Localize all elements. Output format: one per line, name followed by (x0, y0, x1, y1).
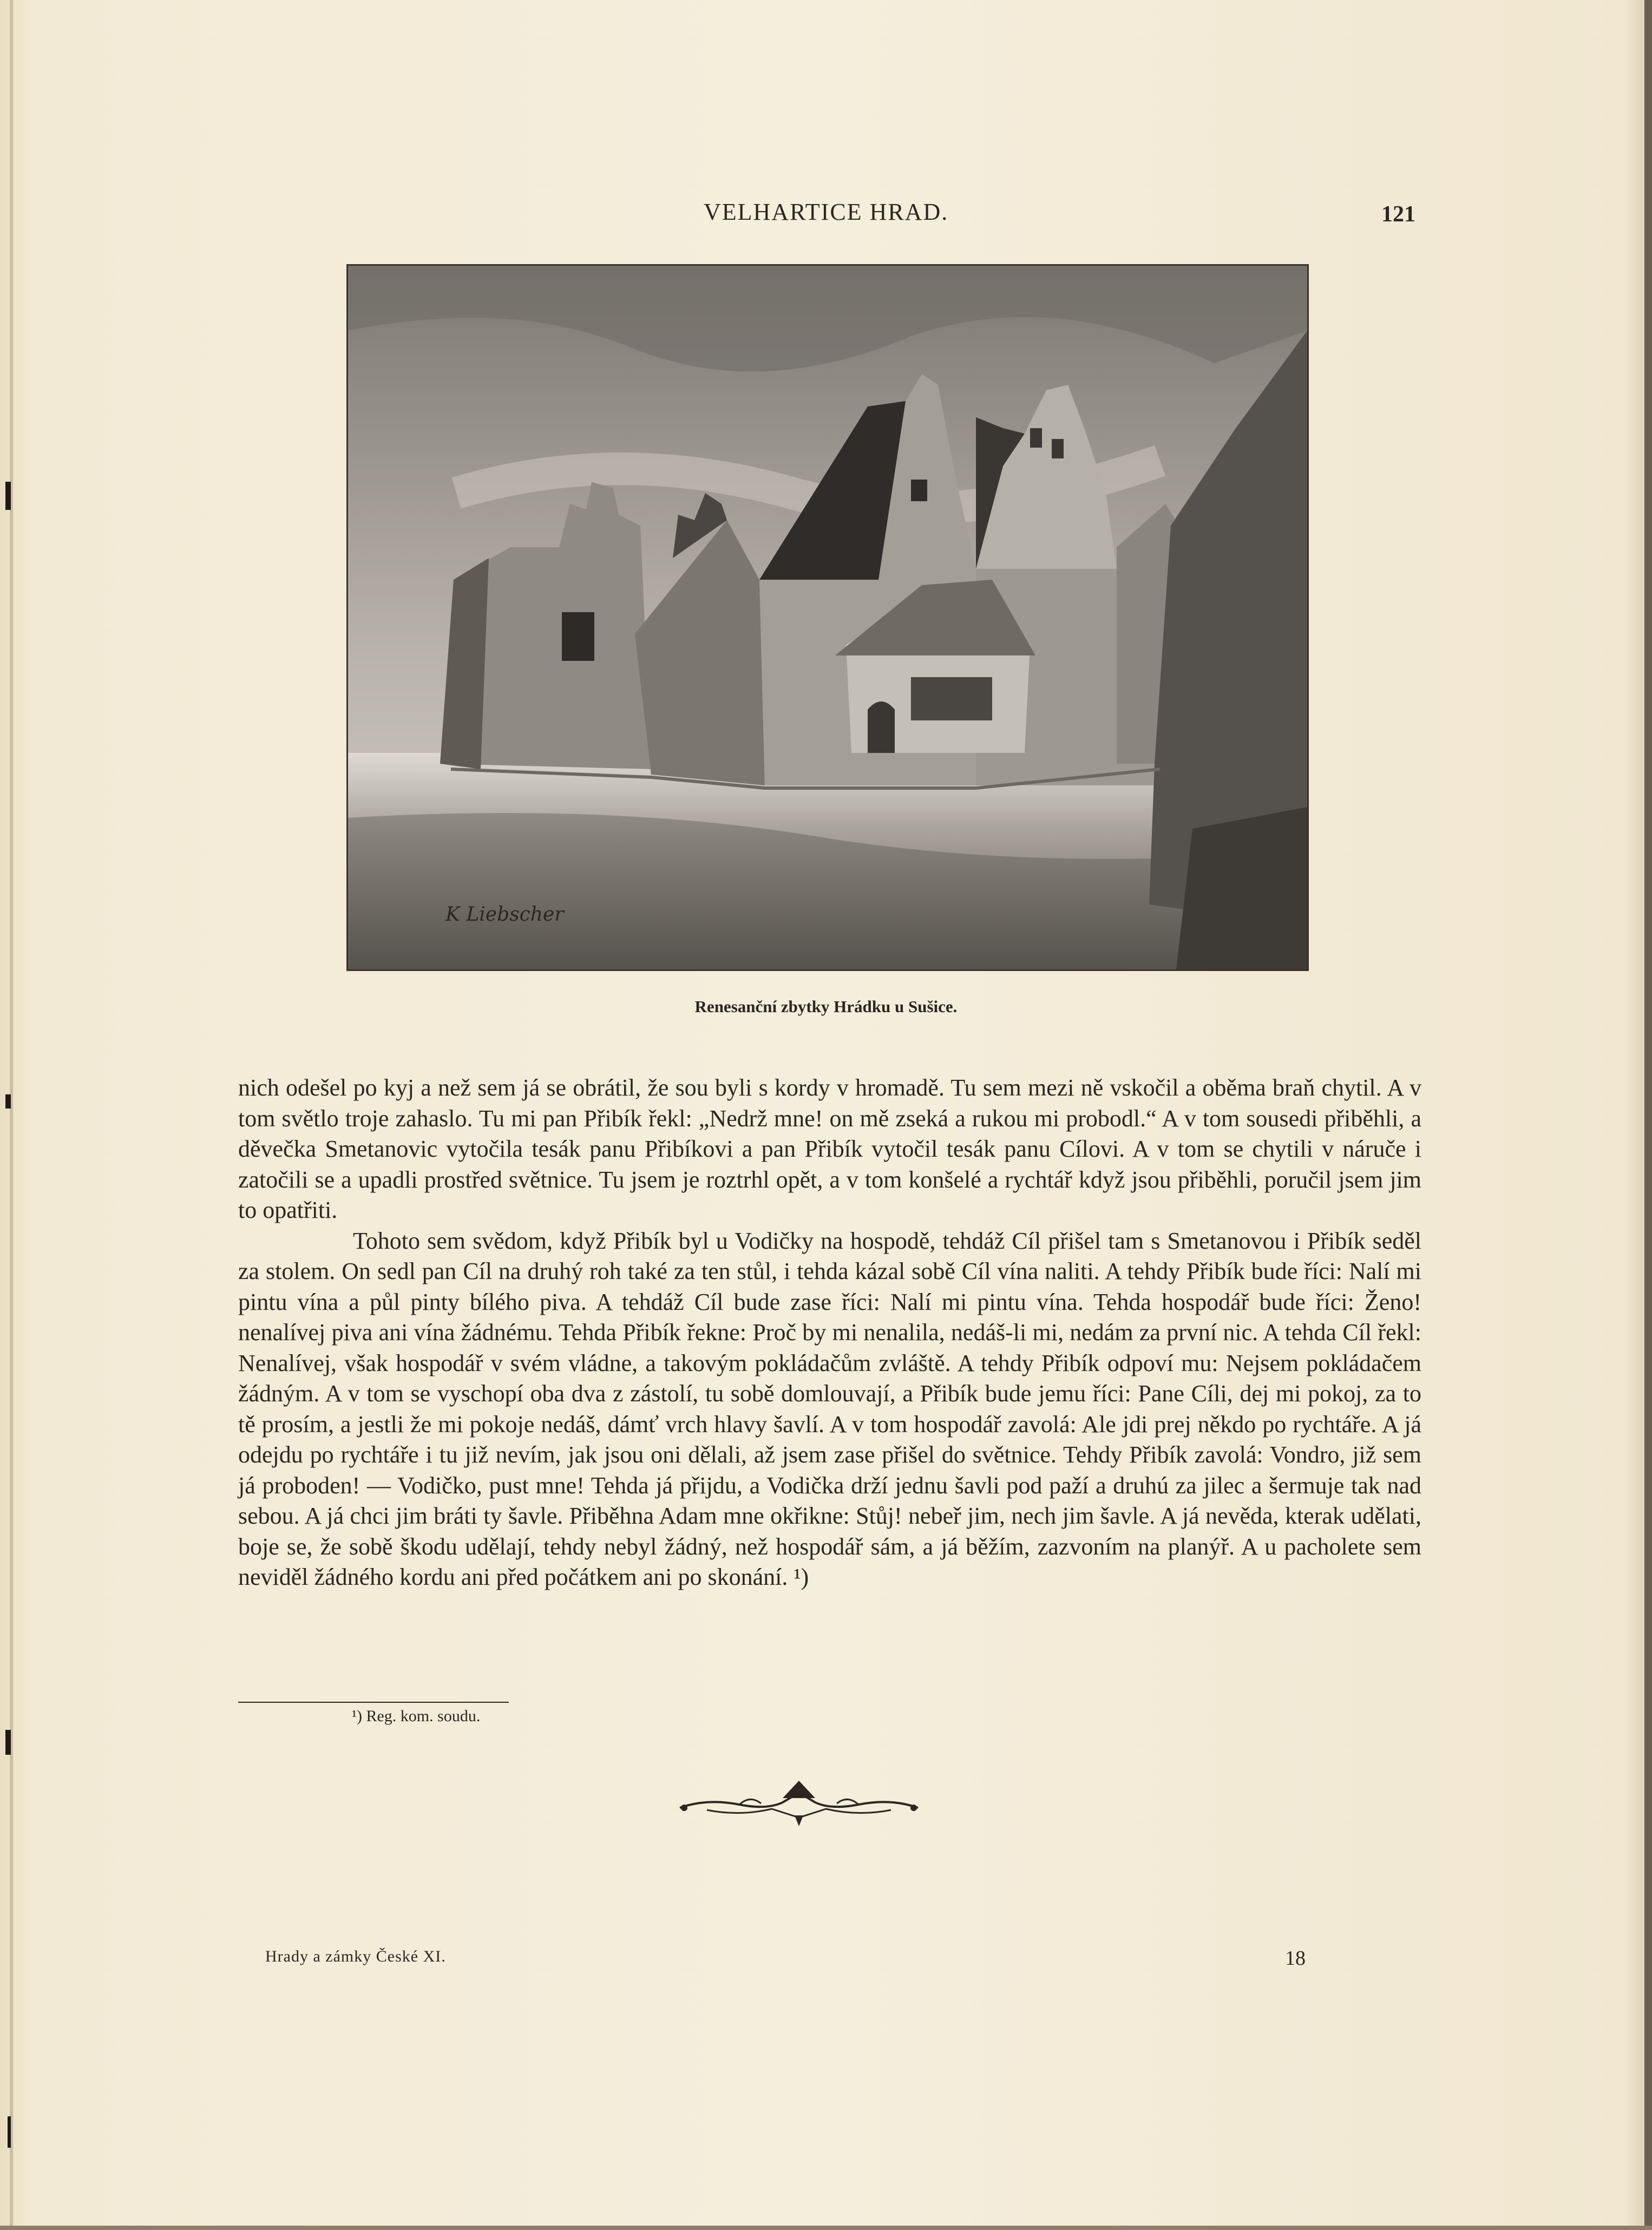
decorative-ornament-icon (674, 1776, 923, 1828)
paragraph: Tohoto sem svědom, když Přibík byl u Vodičky na hospodě, tehdáž Cíl přišel tam s Smetanovou i Přibík seděl za stolem. On sedl pan Cíl na druhý roh také za ten stůl, i tehda kázal sobě Cíl vína naliti. A tehdy Přibík bude říci: Nalí mi pintu vína a půl pinty bílého piva. A tehdáž Cíl bude zase říci: Nalí mi pintu vína. Tehda hospodář bude říci: Ženo! nenalívej piva ani vína žádnému. Tehda Přibík řekne: Proč by mi nenalila, nedáš-li mi, nedám za první nic. A tehda Cíl řekl: Nenalívej, však hospodář v svém vládne, a takovým pokládačům zvláště. A tehdy Přibík odpoví mu: Nejsem pokládačem žádným. A v tom se vyschopí oba dva z zástolí, tu sobě domlouvají, a Přibík bude jemu říci: Pane Cíli, dej mi pokoj, za to tě prosím, a jestli že mi pokoje nedáš, dámť vrch hlavy šavlí. A v tom hospodář zavolá: Ale jdi prej někdo po rychtáře. A já odejdu po rychtáře i tu již nevím, jak jsou oni dělali, až jsem zase přišel do světnice. Tehdy Přibík zavolá: Vondro, již sem já proboden! — Vodičko, pust mne! Tehda já přijdu, a Vodička drží jednu šavli pod paží a druhú za jilec a šermuje tak nad sebou. A já chci jim bráti ty šavle. Přiběhna Adam mne okřikne: Stůj! nebeř jim, nech jim šavle. A já nevěda, kterak udělati, boje se, že sobě škodu udělají, tehdy nebyl žádný, než hospodář sám, a já běžím, zazvoním na planýř. A u pacholete sem neviděl žádného kordu ani před počátkem ani po skonání. ¹) (238, 1227, 1421, 1590)
sheet-number: 18 (1285, 1947, 1306, 1970)
footnote-rule (238, 1702, 509, 1703)
scan-border-right (1644, 0, 1652, 2230)
signature-mark: Hrady a zámky České XI. (265, 1947, 446, 1965)
castle-illustration (348, 266, 1307, 969)
margin-mark (8, 2116, 11, 2148)
binding-edge (10, 0, 13, 2230)
scan-border-bottom (0, 2226, 1652, 2230)
margin-mark (5, 482, 11, 510)
paragraph: nich odešel po kyj a než sem já se obrátil, že sou byli s kordy v hromadě. Tu sem mezi ně vskočil a oběma braň chytil. A v tom světlo troje zahaslo. Tu mi pan Přibík řekl: „Nedrž mne! on mě zseká a rukou mi probodl.“ A v tom sousedi přiběhli, a děvečka Smetanovic vytočila tesák panu Přibíkovi a pan Přibík vytočil tesák panu Cílovi. A v tom se chytili v náruče i zatočili se a upadli prostřed světnice. Tu jsem je roztrhl opět, a v tom konšelé a rychtář když jsou přiběhli, poručil jsem jim to opatřiti. (238, 1074, 1421, 1223)
body-text (238, 1073, 1421, 1593)
margin-mark (5, 1094, 11, 1109)
illustration (346, 264, 1309, 971)
margin-mark (5, 1730, 11, 1755)
artist-signature: K Liebscher (445, 903, 564, 926)
page-number: 121 (1381, 202, 1415, 227)
figure-caption: Renesanční zbytky Hrádku u Sušice. (694, 997, 958, 1016)
footnote: ¹) Reg. kom. soudu. (352, 1707, 481, 1725)
running-title: VELHARTICE HRAD. (704, 199, 949, 225)
